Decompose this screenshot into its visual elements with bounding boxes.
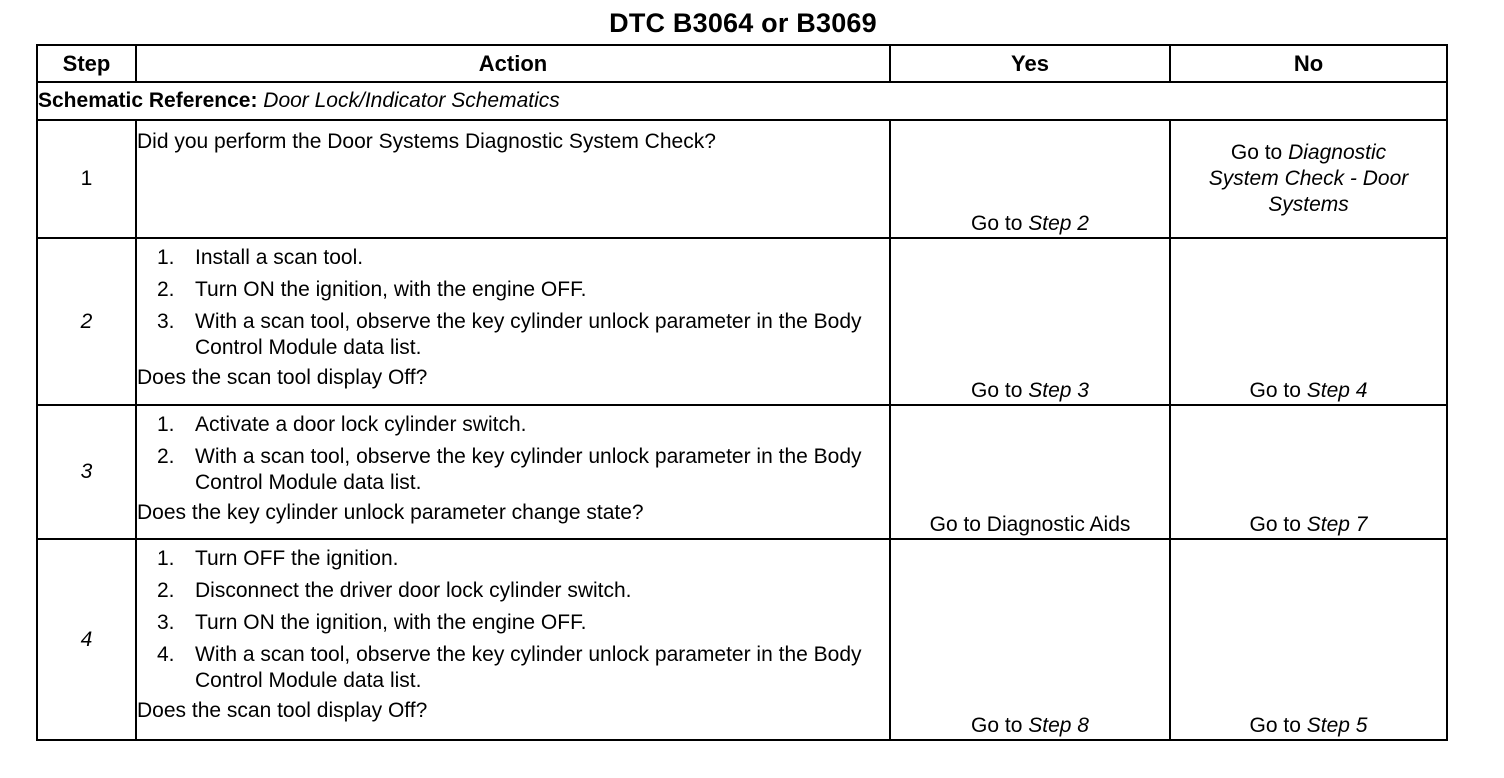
item-number: 1. <box>157 413 175 436</box>
list-item <box>137 412 889 438</box>
action-question: Did you perform the Door Systems Diagnostic System Check? <box>137 130 716 153</box>
step-number: 2 <box>37 238 136 405</box>
header-action: Action <box>136 45 890 82</box>
step-number: 1 <box>37 120 136 238</box>
no-cell <box>1170 238 1447 405</box>
no-target: Step 7 <box>1306 513 1368 536</box>
diagnostic-table <box>36 44 1448 741</box>
action-question: Does the scan tool display Off? <box>137 699 428 722</box>
yes-prefix: Go to <box>971 714 1023 737</box>
item-number: 3. <box>157 611 175 634</box>
list-item <box>137 309 889 361</box>
action-cell <box>136 238 890 405</box>
item-text: Install a scan tool. <box>195 246 364 269</box>
list-item <box>137 578 889 604</box>
no-prefix: Go to <box>1249 379 1301 402</box>
step-number: 3 <box>37 405 136 539</box>
item-number: 1. <box>157 547 175 570</box>
action-cell <box>136 120 890 238</box>
no-prefix: Go to <box>1249 714 1301 737</box>
item-text: With a scan tool, observe the key cylinder unlock parameter in the Body Control Module data list. <box>195 310 862 359</box>
item-number: 1. <box>157 246 175 269</box>
schematic-value: Door Lock/Indicator Schematics <box>263 89 560 112</box>
list-item <box>137 642 889 694</box>
yes-cell <box>890 539 1170 740</box>
item-text: With a scan tool, observe the key cylinder unlock parameter in the Body Control Module data list. <box>195 445 862 494</box>
action-cell <box>136 539 890 740</box>
yes-prefix: Go to <box>971 379 1023 402</box>
yes-target: Step 8 <box>1028 714 1089 737</box>
yes-cell <box>890 405 1170 539</box>
schematic-row <box>37 82 1447 120</box>
yes-text: Go to Diagnostic Aids <box>929 513 1131 536</box>
step-number: 4 <box>37 539 136 740</box>
yes-cell <box>890 120 1170 238</box>
table-row <box>37 238 1447 405</box>
yes-prefix: Go to <box>971 212 1023 235</box>
item-number: 2. <box>157 579 175 602</box>
item-text: Turn ON the ignition, with the engine OFF. <box>195 611 587 634</box>
item-number: 3. <box>157 310 175 333</box>
item-number: 4. <box>157 643 175 666</box>
table-row <box>37 120 1447 238</box>
item-text: Activate a door lock cylinder switch. <box>195 413 527 436</box>
item-text: Disconnect the driver door lock cylinder switch. <box>195 579 632 602</box>
header-step: Step <box>37 45 136 82</box>
action-list <box>137 412 889 496</box>
list-item <box>137 245 889 271</box>
no-target: Diagnostic System Check - Door Systems <box>1208 141 1409 216</box>
action-list <box>137 245 889 361</box>
list-item <box>137 444 889 496</box>
item-text: Turn ON the ignition, with the engine OFF. <box>195 278 587 301</box>
no-prefix: Go to <box>1230 141 1283 164</box>
header-yes: Yes <box>890 45 1170 82</box>
item-text: Turn OFF the ignition. <box>195 547 399 570</box>
header-row <box>37 45 1447 82</box>
table-row <box>37 405 1447 539</box>
item-text: With a scan tool, observe the key cylinder unlock parameter in the Body Control Module data list. <box>195 643 862 692</box>
yes-target: Step 2 <box>1028 212 1089 235</box>
item-number: 2. <box>157 445 175 468</box>
yes-cell <box>890 238 1170 405</box>
list-item <box>137 546 889 572</box>
header-no: No <box>1170 45 1447 82</box>
list-item <box>137 277 889 303</box>
action-question: Does the key cylinder unlock parameter change state? <box>137 501 644 524</box>
yes-target: Step 3 <box>1028 379 1089 402</box>
schematic-reference <box>37 82 1447 120</box>
no-cell <box>1170 539 1447 740</box>
table-row <box>37 539 1447 740</box>
schematic-label: Schematic Reference: <box>38 89 258 112</box>
action-cell <box>136 405 890 539</box>
no-cell <box>1170 405 1447 539</box>
page-title: DTC B3064 or B3069 <box>609 8 877 38</box>
item-number: 2. <box>157 278 175 301</box>
no-target: Step 5 <box>1306 714 1368 737</box>
no-target: Step 4 <box>1306 379 1368 402</box>
list-item <box>137 610 889 636</box>
action-list <box>137 546 889 694</box>
no-cell <box>1170 120 1447 238</box>
action-question: Does the scan tool display Off? <box>137 366 428 389</box>
no-prefix: Go to <box>1249 513 1301 536</box>
